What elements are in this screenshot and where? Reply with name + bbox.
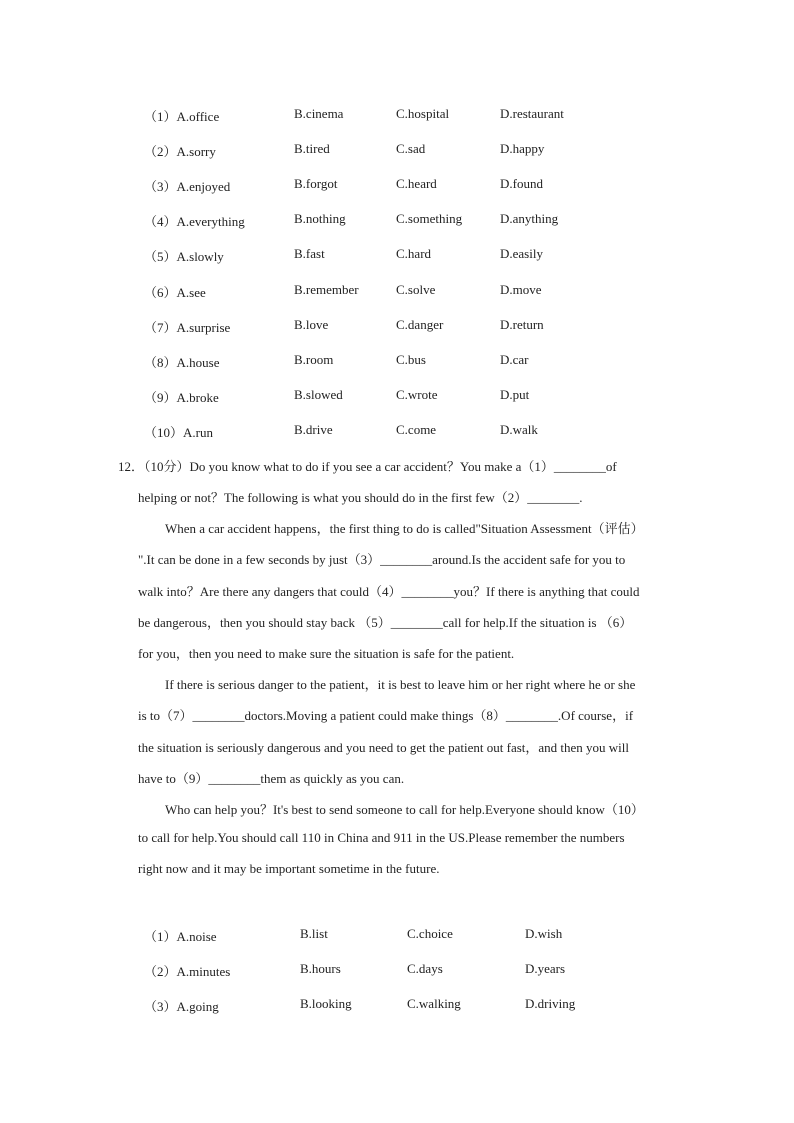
option-d: D.driving	[525, 996, 576, 1011]
passage-line: the situation is seriously dangerous and you need to get the patient out fast，and then you will	[138, 740, 630, 755]
option-b: B.fast	[294, 246, 325, 261]
option-b: B.slowed	[294, 387, 343, 402]
option-d: D.years	[525, 961, 566, 976]
option-a: （1）A.office	[144, 109, 220, 124]
option-d: D.car	[500, 352, 529, 367]
option-a: （8）A.house	[144, 355, 220, 370]
option-row	[0, 996, 794, 1016]
option-d: D.anything	[500, 211, 559, 226]
option-d: D.return	[500, 317, 544, 332]
option-d: D.found	[500, 176, 543, 191]
option-a: （9）A.broke	[144, 390, 219, 405]
option-d: D.easily	[500, 246, 543, 261]
option-d: D.move	[500, 282, 542, 297]
option-row	[0, 176, 794, 196]
option-a: （2）A.minutes	[144, 964, 231, 979]
question-heading: 12．（10分）Do you know what to do if you see a car accident？You make a（1）________of	[118, 459, 617, 474]
option-row	[0, 282, 794, 302]
passage-line: walk into？Are there any dangers that could（4）________you？If there is anything that could	[138, 584, 640, 599]
option-a: （5）A.slowly	[144, 249, 224, 264]
option-row	[0, 387, 794, 407]
option-c: C.wrote	[396, 387, 438, 402]
option-a: （6）A.see	[144, 285, 206, 300]
option-c: C.danger	[396, 317, 444, 332]
option-a: （10）A.run	[144, 425, 213, 440]
option-b: B.forgot	[294, 176, 338, 191]
option-a: （7）A.surprise	[144, 320, 231, 335]
option-d: D.walk	[500, 422, 538, 437]
passage-line: have to（9）________them as quickly as you can.	[138, 771, 405, 786]
option-c: C.solve	[396, 282, 436, 297]
passage-line: When a car accident happens，the first thing to do is called"Situation Assessment（评估）	[165, 521, 644, 536]
option-b: B.remember	[294, 282, 359, 297]
option-a: （2）A.sorry	[144, 144, 216, 159]
option-d: D.wish	[525, 926, 563, 941]
passage-line: helping or not？The following is what you should do in the first few（2）________.	[138, 490, 583, 505]
option-c: C.heard	[396, 176, 437, 191]
option-c: C.hard	[396, 246, 432, 261]
option-c: C.walking	[407, 996, 461, 1011]
option-row	[0, 422, 794, 442]
passage-line: is to（7）________doctors.Moving a patient could make things（8）________.Of course，if	[138, 708, 634, 723]
option-row	[0, 106, 794, 126]
passage-line: Who can help you？It's best to send someone to call for help.Everyone should know（10）	[165, 802, 644, 817]
passage-line: ".It can be done in a few seconds by just（3）________around.Is the accident safe for you to	[138, 552, 626, 567]
option-row	[0, 926, 794, 946]
passage-line: for you，then you need to make sure the situation is safe for the patient.	[138, 646, 515, 661]
option-a: （1）A.noise	[144, 929, 217, 944]
option-row	[0, 246, 794, 266]
option-c: C.days	[407, 961, 443, 976]
option-c: C.something	[396, 211, 463, 226]
option-row	[0, 141, 794, 161]
option-c: C.choice	[407, 926, 453, 941]
option-b: B.tired	[294, 141, 330, 156]
passage-line: be dangerous，then you should stay back （5）________call for help.If the situation is （6）	[138, 615, 633, 630]
option-c: C.bus	[396, 352, 426, 367]
option-row	[0, 317, 794, 337]
option-b: B.list	[300, 926, 328, 941]
option-b: B.room	[294, 352, 334, 367]
option-row	[0, 211, 794, 231]
passage-line: If there is serious danger to the patient，it is best to leave him or her right where he or she	[165, 677, 636, 692]
passage-line: to call for help.You should call 110 in China and 911 in the US.Please remember the numbers	[138, 830, 625, 845]
option-b: B.looking	[300, 996, 352, 1011]
option-c: C.sad	[396, 141, 426, 156]
option-row	[0, 961, 794, 981]
option-c: C.come	[396, 422, 437, 437]
option-d: D.put	[500, 387, 530, 402]
passage-line: right now and it may be important sometime in the future.	[138, 861, 440, 876]
option-b: B.cinema	[294, 106, 344, 121]
option-row	[0, 352, 794, 372]
option-d: D.happy	[500, 141, 545, 156]
option-b: B.love	[294, 317, 329, 332]
option-d: D.restaurant	[500, 106, 564, 121]
option-a: （3）A.going	[144, 999, 219, 1014]
option-b: B.drive	[294, 422, 333, 437]
option-b: B.nothing	[294, 211, 346, 226]
option-c: C.hospital	[396, 106, 450, 121]
option-a: （3）A.enjoyed	[144, 179, 231, 194]
option-b: B.hours	[300, 961, 341, 976]
option-a: （4）A.everything	[144, 214, 245, 229]
